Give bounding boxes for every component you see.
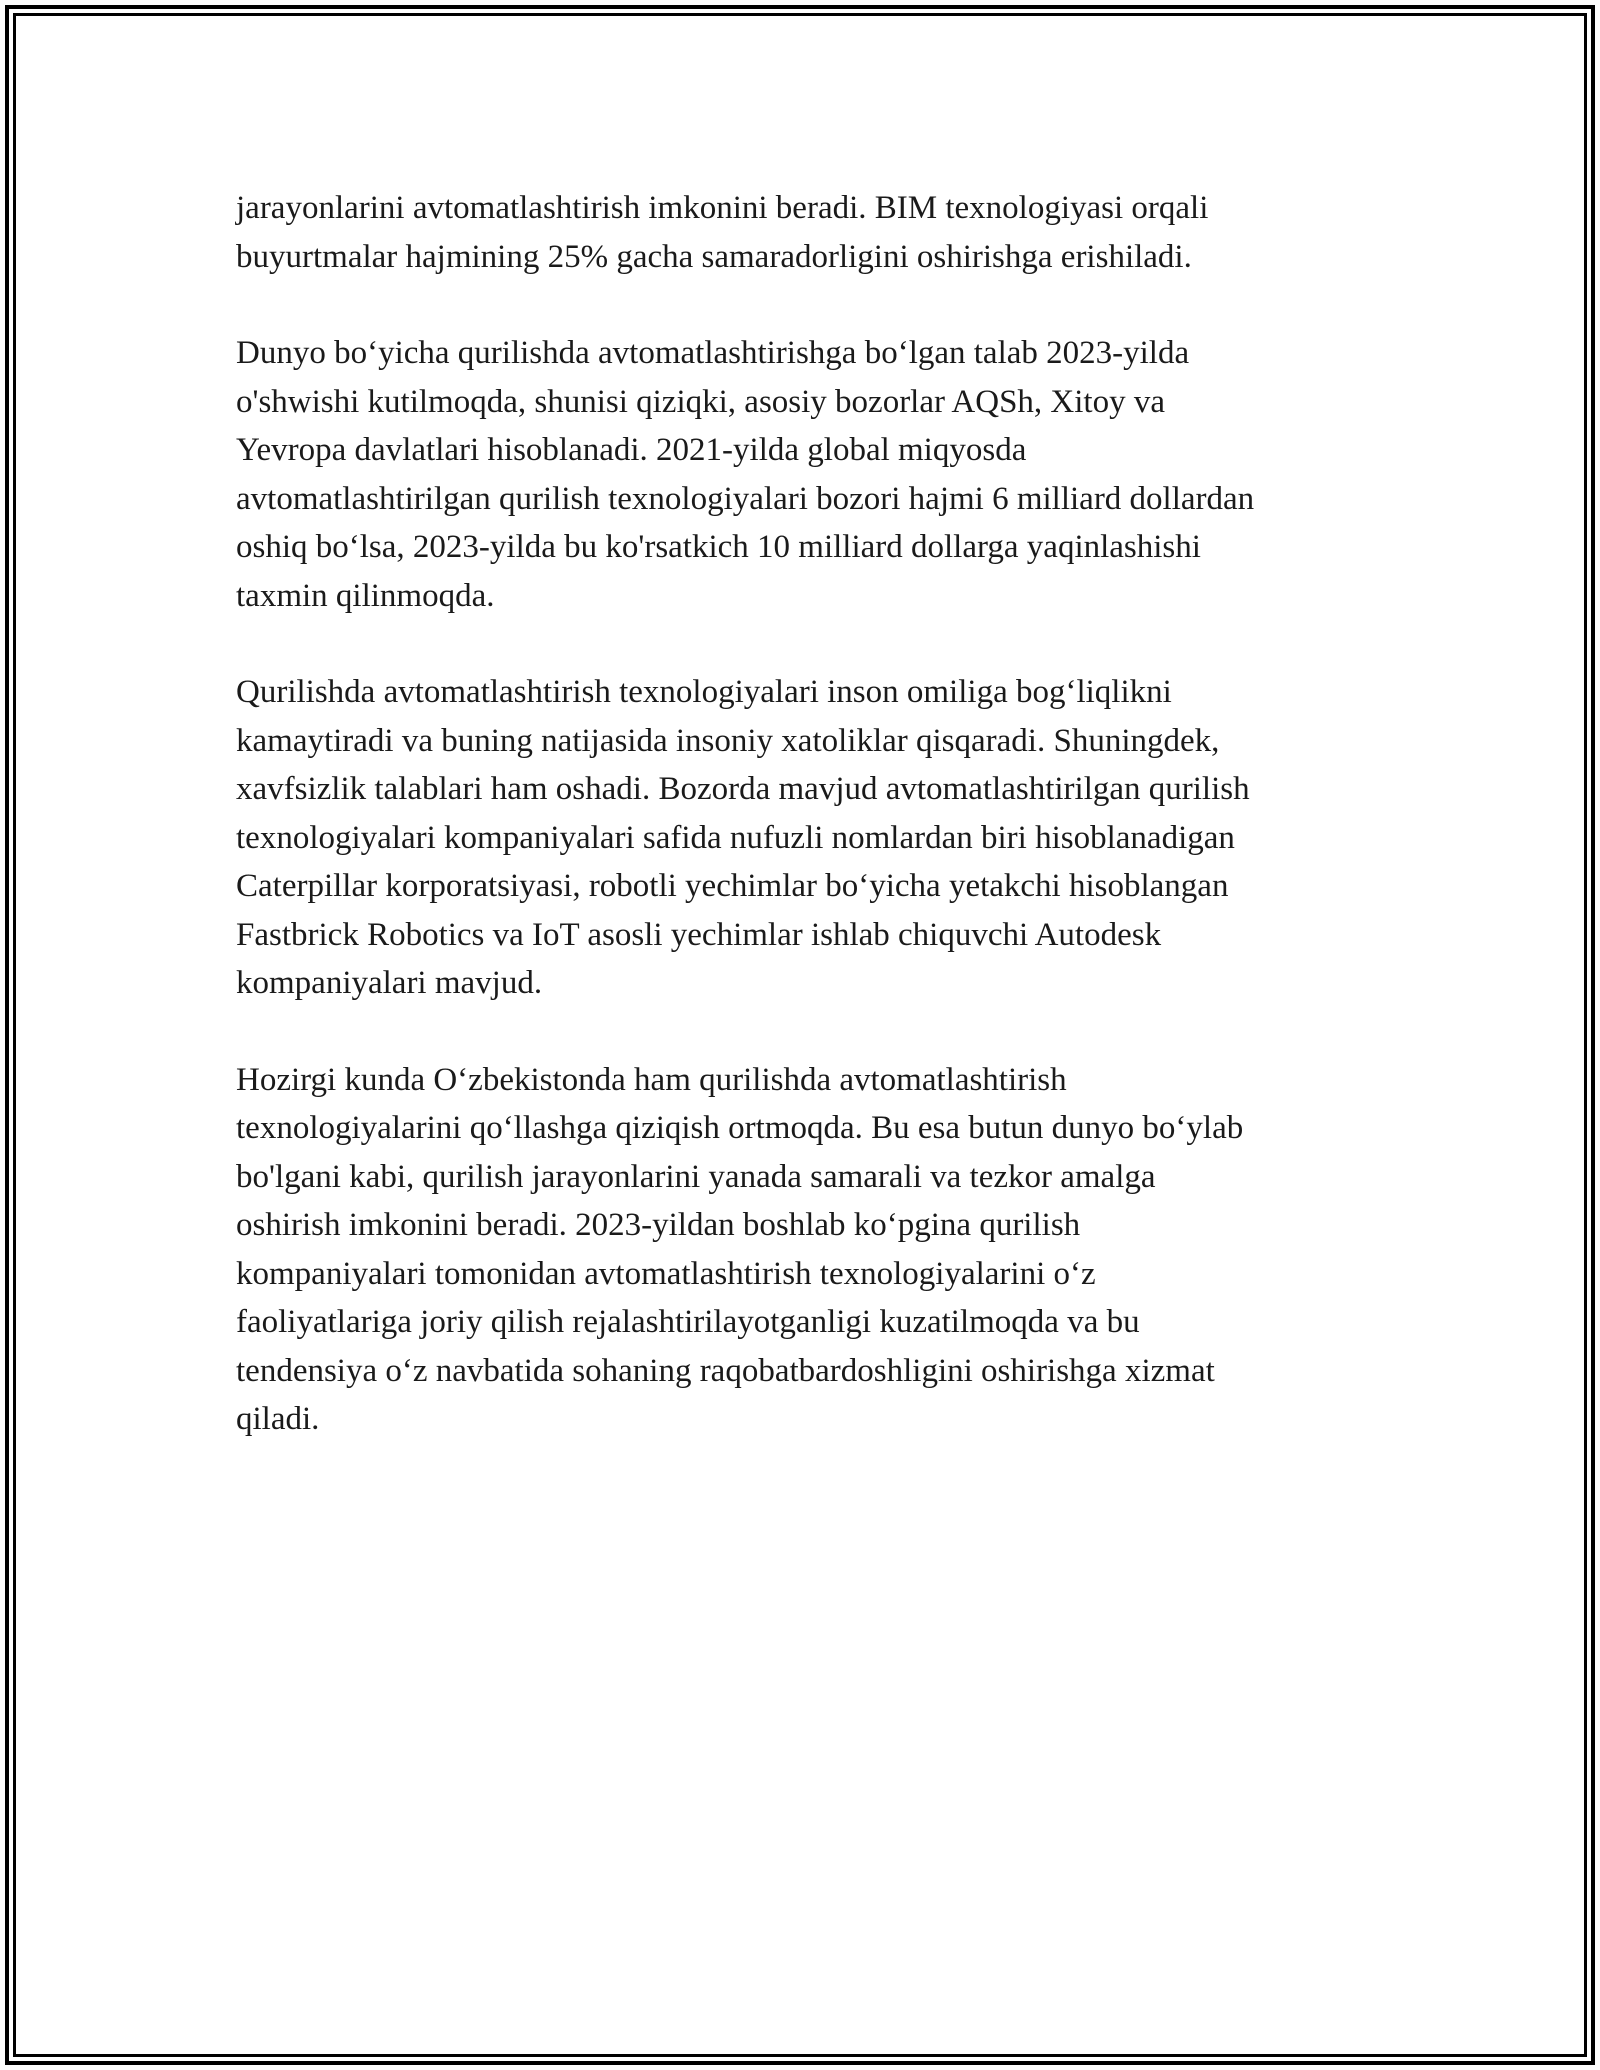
paragraph-1: jarayonlarini avtomatlashtirish imkonini beradi. BIM texnologiyasi orqali buyurtmalar hajmining 25% gacha samaradorligini oshirishga erishiladi. [236, 190, 1209, 275]
document-body [236, 184, 1376, 1492]
paragraph-2: Dunyo bo‘yicha qurilishda avtomatlashtirishga bo‘lgan talab 2023-yilda o'shwishi kutilmoqda, shunisi qiziqki, asosiy bozorlar AQSh, Xitoy va Yevropa davlatlari hisoblanadi. 2021-yilda global miqyosda avtomatlashtirilgan qurilish texnologiyalari bozori hajmi 6 milliard dollardan oshiq bo‘lsa, 2023-yilda bu ko'rsatkich 10 milliard dollarga yaqinlashishi taxmin qilinmoqda. [236, 335, 1255, 614]
paragraph-4: Hozirgi kunda O‘zbekistonda ham qurilishda avtomatlashtirish texnologiyalarini qo‘llashga qiziqish ortmoqda. Bu esa butun dunyo bo‘ylab bo'lgani kabi, qurilish jarayonlarini yanada samarali va tezkor amalga oshirish imkonini beradi. 2023-yildan boshlab ko‘pgina qurilish kompaniyalari tomonidan avtomatlashtirish texnologiyalarini o‘z faoliyatlariga joriy qilish rejalashtirilayotganligi kuzatilmoqda va bu tendensiya o‘z navbatida sohaning raqobatbardoshligini oshirishga xizmat qiladi. [236, 1061, 1244, 1437]
paragraph-3: Qurilishda avtomatlashtirish texnologiyalari inson omiliga bog‘liqlikni kamaytiradi va buning natijasida insoniy xatoliklar qisqaradi. Shuningdek, xavfsizlik talablari ham oshadi. Bozorda mavjud avtomatlashtirilgan qurilish texnologiyalari kompaniyalari safida nufuzli nomlardan biri hisoblanadigan Caterpillar korporatsiyasi, robotli yechimlar bo‘yicha yetakchi hisoblangan Fastbrick Robotics va IoT asosli yechimlar ishlab chiquvchi Autodesk kompaniyalari mavjud. [236, 674, 1250, 1001]
